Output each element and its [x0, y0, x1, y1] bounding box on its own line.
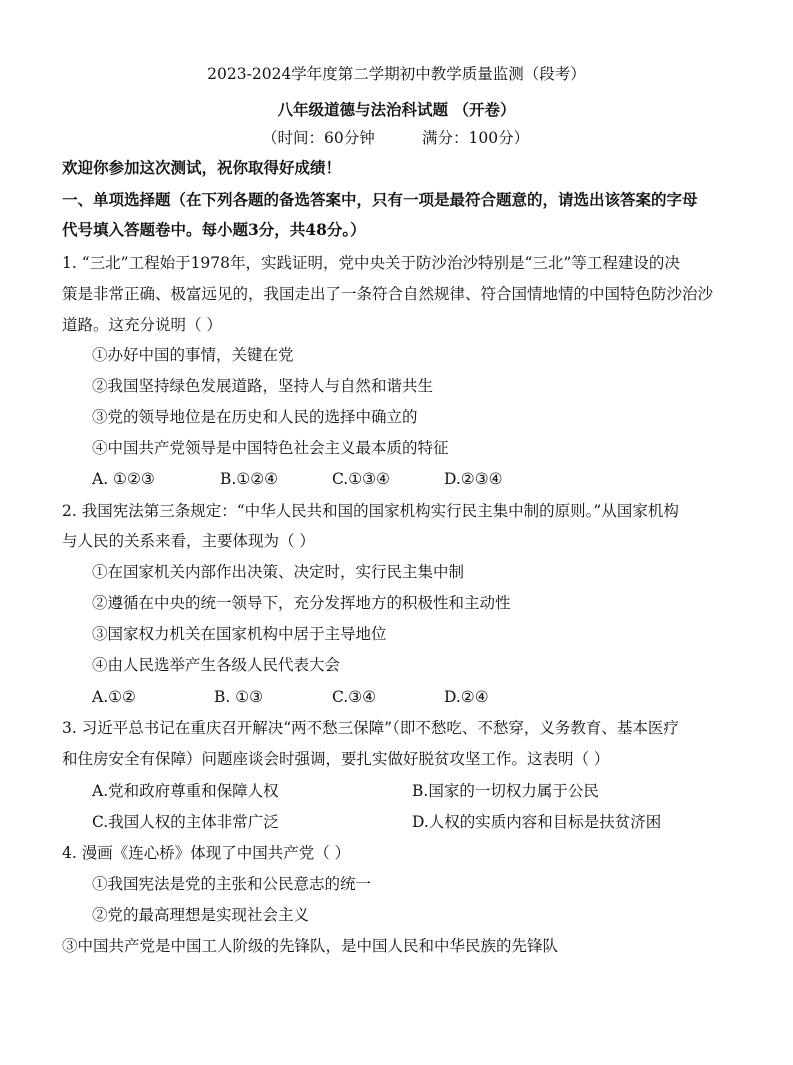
q1-option-b: B.①②④ [220, 470, 279, 488]
q3-option-c: C.我国人权的主体非常广泛 [92, 813, 279, 831]
q3-option-d: D.人权的实质内容和目标是扶贫济困 [412, 813, 662, 831]
q1-stem-line3: 道路。这充分说明（ ） [62, 316, 222, 334]
q4-item: ①我国宪法是党的主张和公民意志的统一 [92, 875, 372, 893]
q2-stem-line1: 2. 我国宪法第三条规定：“中华人民共和国的国家机构实行民主集中制的原则。”从国家机构 [62, 502, 679, 520]
q4-item: ②党的最高理想是实现社会主义 [92, 906, 310, 924]
q1-item: ②我国坚持绿色发展道路，坚持人与自然和谐共生 [92, 377, 434, 395]
q2-option-a: A.①② [92, 688, 136, 706]
greeting: 欢迎你参加这次测试，祝你取得好成绩！ [62, 158, 342, 177]
q1-item: ③党的领导地位是在历史和人民的选择中确立的 [92, 408, 418, 426]
q2-item: ④由人民选举产生各级人民代表大会 [92, 656, 341, 674]
q1-item: ①办好中国的事情，关键在党 [92, 346, 294, 364]
q3-stem-line2: 和住房安全有保障）问题座谈会时强调，要扎实做好脱贫攻坚工作。这表明（ ） [62, 750, 610, 768]
q2-stem-line2: 与人民的关系来看，主要体现为（ ） [62, 532, 315, 550]
q1-item: ④中国共产党领导是中国特色社会主义最本质的特征 [92, 439, 449, 457]
q3-option-b: B.国家的一切权力属于公民 [412, 782, 599, 800]
exam-subtitle: 八年级道德与法治科试题 （开卷） [277, 100, 516, 119]
section-heading-line1: 一、单项选择题（在下列各题的备选答案中，只有一项是最符合题意的，请选出该答案的字母 [62, 190, 698, 209]
score-info: 满分：100分） [422, 129, 530, 147]
q2-option-d: D.②④ [444, 688, 489, 706]
q1-option-c: C.①③④ [332, 470, 390, 488]
q2-option-c: C.③④ [332, 688, 377, 706]
q1-stem-line1: 1. “三北”工程始于1978年，实践证明，党中央关于防沙治沙特别是“三北”等工程建设的决 [62, 254, 680, 272]
section-heading-line2: 代号填入答题卷中。每小题3分，共48分。） [62, 220, 366, 239]
q1-option-a: A. ①②③ [92, 470, 155, 488]
q1-option-d: D.②③④ [444, 470, 503, 488]
q2-item: ①在国家机关内部作出决策、决定时，实行民主集中制 [92, 563, 465, 581]
q4-item: ③中国共产党是中国工人阶级的先锋队，是中国人民和中华民族的先锋队 [62, 937, 559, 955]
exam-title: 2023-2024学年度第二学期初中教学质量监测（段考） [207, 65, 586, 83]
q2-item: ②遵循在中央的统一领导下，充分发挥地方的积极性和主动性 [92, 594, 511, 612]
q3-stem-line1: 3. 习近平总书记在重庆召开解决“两不愁三保障”（即不愁吃、不愁穿，义务教育、基本医疗 [62, 719, 679, 737]
q2-item: ③国家权力机关在国家机构中居于主导地位 [92, 625, 387, 643]
q4-stem-line1: 4. 漫画《连心桥》体现了中国共产党（ ） [62, 844, 351, 862]
q3-option-a: A.党和政府尊重和保障人权 [92, 782, 279, 800]
q2-option-b: B. ①③ [214, 688, 264, 706]
time-info: （时间：60分钟 [262, 129, 375, 147]
q1-stem-line2: 策是非常正确、极富远见的，我国走出了一条符合自然规律、符合国情地情的中国特色防沙治沙 [62, 285, 714, 303]
